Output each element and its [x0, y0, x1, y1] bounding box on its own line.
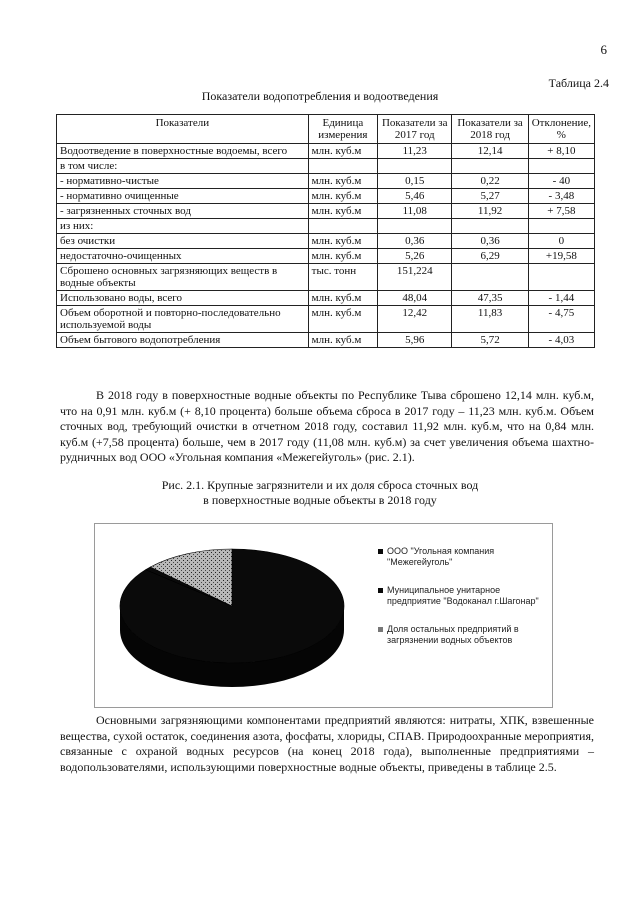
table-header-row [57, 115, 595, 144]
cell-2018: 6,29 [452, 249, 528, 264]
table-row [57, 219, 595, 234]
legend-label: Доля остальных предприятий в загрязнении водных объектов [387, 624, 519, 645]
legend-swatch [378, 588, 383, 593]
table-row [57, 159, 595, 174]
table-row [57, 333, 595, 348]
cell-indicator: - загрязненных сточных вод [57, 204, 309, 219]
cell-indicator: недостаточно-очищенных [57, 249, 309, 264]
legend-item [378, 624, 543, 646]
cell-indicator: Водоотведение в поверхностные водоемы, всего [57, 144, 309, 159]
cell-deviation [528, 264, 594, 291]
cell-indicator: без очистки [57, 234, 309, 249]
cell-2017: 0,15 [378, 174, 452, 189]
water-use-table [56, 114, 595, 348]
figure-caption-line-2: в поверхностные водные объекты в 2018 году [203, 493, 437, 507]
cell-indicator: Объем оборотной и повторно-последовательно используемой воды [57, 306, 309, 333]
table-row [57, 264, 595, 291]
cell-unit: млн. куб.м [308, 291, 377, 306]
cell-2018: 0,36 [452, 234, 528, 249]
cell-2017: 0,36 [378, 234, 452, 249]
cell-indicator: из них: [57, 219, 309, 234]
cell-2017 [378, 219, 452, 234]
cell-unit: млн. куб.м [308, 189, 377, 204]
cell-unit: млн. куб.м [308, 333, 377, 348]
cell-unit: тыс. тонн [308, 264, 377, 291]
legend-swatch [378, 627, 383, 632]
cell-indicator: Сброшено основных загрязняющих веществ в водные объекты [57, 264, 309, 291]
table-label: Таблица 2.4 [548, 76, 609, 90]
cell-deviation: - 3,48 [528, 189, 594, 204]
cell-2017: 5,46 [378, 189, 452, 204]
table-row [57, 204, 595, 219]
cell-2018 [452, 219, 528, 234]
paragraph-discharge: В 2018 году в поверхностные водные объекты по Республике Тыва сброшено 12,14 млн. куб.м, что на 0,91 млн. куб.м (+ 8,10 процента) больше объема сброса в 2017 году – 11,23 млн. куб.м. Объем сточных вод, требующий очистки в отчетном 2018 году, составил 11,92 млн. куб.м, что на 0,84 млн. куб.м (+7,58 процента) больше, чем в 2017 году (11,08 млн. куб.м) за счет увеличения объема шахтно-рудничных вод ООО «Угольная компания «Межегейуголь» (рис. 2.1). [60, 388, 594, 465]
cell-unit [308, 159, 377, 174]
cell-deviation: 0 [528, 234, 594, 249]
cell-unit: млн. куб.м [308, 174, 377, 189]
cell-unit: млн. куб.м [308, 204, 377, 219]
legend-item [378, 546, 543, 568]
page-number: 6 [600, 42, 607, 57]
cell-deviation: - 1,44 [528, 291, 594, 306]
cell-indicator: в том числе: [57, 159, 309, 174]
cell-2017: 11,23 [378, 144, 452, 159]
figure-caption [0, 478, 640, 508]
chart-legend [378, 546, 543, 663]
cell-2018: 5,72 [452, 333, 528, 348]
cell-2017: 11,08 [378, 204, 452, 219]
header-2018: Показатели за 2018 год [452, 115, 528, 144]
cell-2018: 11,83 [452, 306, 528, 333]
header-indicator: Показатели [57, 115, 309, 144]
cell-deviation [528, 219, 594, 234]
figure-caption-line-1: Рис. 2.1. Крупные загрязнители и их доля сброса сточных вод [161, 478, 479, 492]
cell-2018: 0,22 [452, 174, 528, 189]
cell-2017: 5,26 [378, 249, 452, 264]
table-title: Показатели водопотребления и водоотведения [201, 89, 439, 103]
cell-2017: 151,224 [378, 264, 452, 291]
header-2017: Показатели за 2017 год [378, 115, 452, 144]
cell-unit: млн. куб.м [308, 249, 377, 264]
cell-2018 [452, 264, 528, 291]
cell-indicator: Использовано воды, всего [57, 291, 309, 306]
cell-unit: млн. куб.м [308, 306, 377, 333]
cell-2017 [378, 159, 452, 174]
cell-2018: 12,14 [452, 144, 528, 159]
table-row [57, 234, 595, 249]
cell-indicator: - нормативно очищенные [57, 189, 309, 204]
legend-label: ООО "Угольная компания "Межегейуголь" [387, 546, 495, 567]
legend-swatch [378, 549, 383, 554]
table-row [57, 189, 595, 204]
cell-2018: 5,27 [452, 189, 528, 204]
header-unit: Единица измерения [308, 115, 377, 144]
cell-2017: 5,96 [378, 333, 452, 348]
cell-deviation: + 8,10 [528, 144, 594, 159]
cell-indicator: - нормативно-чистые [57, 174, 309, 189]
table-row [57, 249, 595, 264]
cell-deviation: - 4,75 [528, 306, 594, 333]
table-row [57, 144, 595, 159]
cell-deviation [528, 159, 594, 174]
cell-deviation: +19,58 [528, 249, 594, 264]
cell-2018 [452, 159, 528, 174]
table-row [57, 306, 595, 333]
cell-deviation: + 7,58 [528, 204, 594, 219]
cell-indicator: Объем бытового водопотребления [57, 333, 309, 348]
cell-deviation: - 4,03 [528, 333, 594, 348]
legend-item [378, 585, 543, 607]
cell-2018: 47,35 [452, 291, 528, 306]
legend-label: Муниципальное унитарное предприятие "Водоканал г.Шагонар" [387, 585, 539, 606]
paragraph-pollutants: Основными загрязняющими компонентами предприятий являются: нитраты, ХПК, взвешенные вещества, сухой остаток, соединения азота, фосфаты, хлориды, СПАВ. Природоохранные мероприятия, связанные с охраной водных ресурсов (на конец 2018 года), выполненные предприятиями – водопользователями, использующими поверхностные водные объекты, приведены в таблице 2.5. [60, 713, 594, 774]
table-body [57, 144, 595, 348]
cell-unit: млн. куб.м [308, 234, 377, 249]
pie-chart [94, 523, 553, 708]
cell-deviation: - 40 [528, 174, 594, 189]
pie-chart-svg [95, 524, 375, 707]
cell-2017: 12,42 [378, 306, 452, 333]
table-row [57, 174, 595, 189]
header-deviation: Отклонение, % [528, 115, 594, 144]
cell-unit: млн. куб.м [308, 144, 377, 159]
cell-unit [308, 219, 377, 234]
cell-2017: 48,04 [378, 291, 452, 306]
cell-2018: 11,92 [452, 204, 528, 219]
table-row [57, 291, 595, 306]
